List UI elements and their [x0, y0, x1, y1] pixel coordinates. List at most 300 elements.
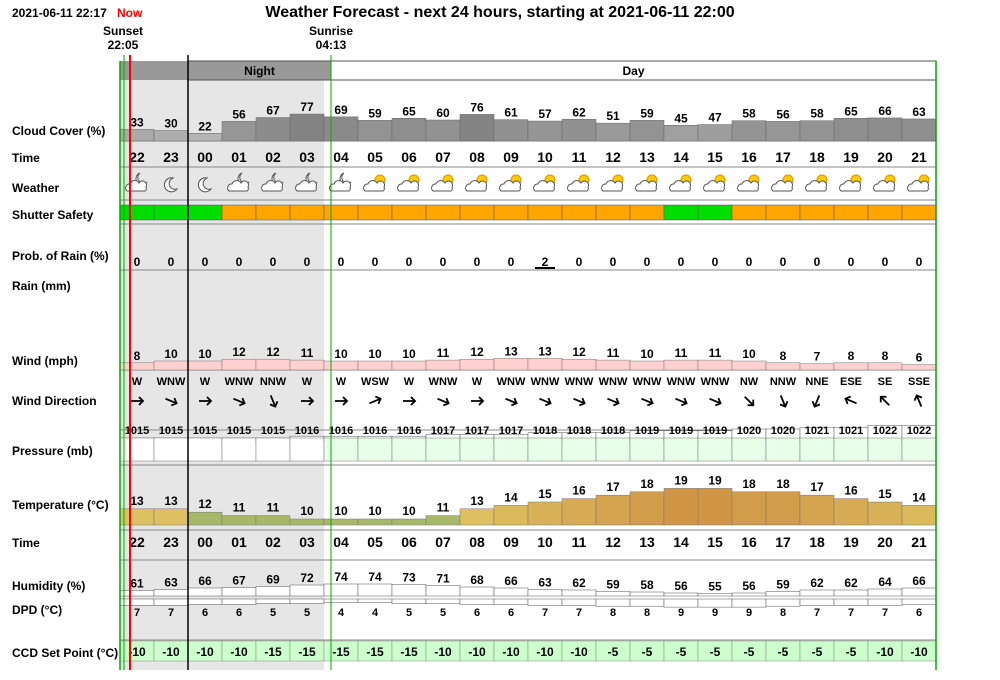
- temperature-value: 18: [742, 476, 756, 491]
- pressure-value: 1015: [192, 425, 218, 437]
- temperature-bar: [188, 512, 222, 525]
- rain-probability-value: 0: [405, 255, 413, 269]
- page-title: Weather Forecast - next 24 hours, starting at 2021-06-11 22:00: [265, 4, 735, 21]
- ccd-set-point-value: -5: [607, 645, 619, 659]
- humidity-value: 68: [470, 573, 484, 587]
- cloud-cover-bar: [120, 129, 154, 141]
- dpd-bar: [528, 599, 562, 605]
- pressure-value: 1015: [124, 425, 150, 437]
- humidity-bar: [460, 587, 494, 596]
- wind-direction-label: WNW: [428, 376, 458, 388]
- ccd-set-point-value: -5: [675, 645, 687, 659]
- dpd-value: 7: [541, 607, 549, 619]
- shutter-safety-cell: [596, 205, 630, 220]
- row-label-rain-probability: Prob. of Rain (%): [12, 249, 109, 263]
- time-label-bottom: 13: [639, 534, 655, 550]
- dpd-value: 8: [779, 607, 787, 619]
- time-label: 05: [367, 149, 383, 165]
- humidity-bar: [426, 586, 460, 597]
- time-label-bottom: 09: [503, 534, 519, 550]
- wind-arrow-icon: [708, 395, 722, 407]
- pressure-value: 1015: [260, 425, 286, 437]
- pressure-value: 1021: [838, 425, 864, 437]
- shutter-safety-cell: [732, 205, 766, 220]
- time-label: 02: [265, 149, 281, 165]
- cloud-icon: [806, 181, 827, 191]
- row-label-ccd-set-point: CCD Set Point (°C): [12, 646, 119, 660]
- wind-arrow-shape: [913, 394, 925, 408]
- dpd-value: 6: [235, 607, 243, 619]
- time-label-bottom: 11: [571, 534, 587, 550]
- cloud-cover-value: 59: [368, 106, 382, 121]
- wind-direction-label: W: [471, 376, 483, 388]
- cloud-cover-bar: [766, 121, 800, 141]
- rain-probability-value: 0: [779, 255, 787, 269]
- time-label-bottom: 08: [469, 534, 485, 550]
- wind-speed-bar: [256, 359, 290, 370]
- rain-probability-value: 0: [813, 255, 821, 269]
- temperature-value: 13: [130, 493, 144, 508]
- row-label-rain: Rain (mm): [12, 279, 71, 293]
- ccd-set-point-value: -5: [709, 645, 721, 659]
- time-label: 17: [775, 149, 791, 165]
- cloud-icon: [500, 181, 521, 191]
- wind-arrow-icon: [640, 395, 654, 407]
- wind-speed-value: 8: [881, 348, 889, 363]
- shutter-safety-cell: [222, 205, 256, 220]
- pressure-cell: [358, 438, 392, 461]
- temperature-value: 10: [300, 504, 314, 518]
- row-label-cloud-cover: Cloud Cover (%): [12, 124, 106, 138]
- wind-speed-bar: [596, 360, 630, 370]
- cloud-icon: [908, 181, 929, 191]
- wind-speed-bar: [766, 363, 800, 370]
- humidity-bar: [528, 590, 562, 597]
- wind-speed-value: 11: [300, 346, 314, 361]
- dpd-value: 6: [915, 607, 923, 619]
- shutter-safety-cell: [120, 205, 154, 220]
- dpd-bar: [834, 599, 868, 605]
- dpd-bar: [426, 599, 460, 604]
- wind-arrow-shape: [368, 395, 382, 407]
- ccd-set-point-value: -5: [845, 645, 857, 659]
- wind-arrow-icon: [504, 395, 518, 407]
- cloud-icon: [568, 181, 589, 191]
- temperature-bar: [392, 519, 426, 525]
- cloud-cover-value: 69: [334, 102, 348, 117]
- night-label: Night: [244, 64, 275, 78]
- time-label-bottom: 01: [231, 534, 247, 550]
- wind-direction-label: W: [301, 376, 313, 388]
- dpd-value: 9: [711, 607, 719, 619]
- cloud-cover-bar: [698, 125, 732, 141]
- humidity-value: 66: [912, 574, 926, 588]
- dpd-bar: [392, 599, 426, 604]
- pressure-cell: [256, 438, 290, 461]
- ccd-set-point-value: -5: [743, 645, 755, 659]
- wind-speed-bar: [120, 363, 154, 370]
- dpd-value: 9: [745, 607, 753, 619]
- ccd-set-point-value: -10: [536, 645, 554, 659]
- humidity-value: 66: [504, 574, 518, 588]
- dpd-bar: [698, 599, 732, 607]
- ccd-set-point-value: -10: [468, 645, 486, 659]
- ccd-set-point-value: -5: [777, 645, 789, 659]
- wind-speed-bar: [834, 363, 868, 370]
- wind-direction-label: WNW: [632, 376, 662, 388]
- temperature-value: 11: [436, 500, 450, 515]
- time-label-bottom: 05: [367, 534, 383, 550]
- cloud-cover-bar: [732, 121, 766, 141]
- dpd-value: 9: [677, 607, 685, 619]
- cloud-cover-bar: [800, 121, 834, 141]
- wind-direction-label: ESE: [839, 376, 863, 388]
- cloud-cover-value: 66: [878, 103, 892, 118]
- pressure-value: 1022: [872, 425, 898, 437]
- ccd-set-point-value: -15: [264, 645, 282, 659]
- row-label-temperature: Temperature (°C): [12, 498, 109, 512]
- temperature-bar: [494, 505, 528, 525]
- temperature-bar: [562, 499, 596, 525]
- temperature-bar: [324, 519, 358, 525]
- pressure-cell: [494, 438, 528, 461]
- night-shading: [120, 80, 324, 670]
- pressure-value: 1020: [736, 425, 762, 437]
- cloud-cover-bar: [426, 120, 460, 141]
- temperature-bar: [358, 519, 392, 525]
- rain-probability-value: 0: [439, 255, 447, 269]
- temperature-value: 14: [912, 490, 926, 505]
- wind-arrow-icon: [811, 394, 823, 408]
- time-label-bottom: 16: [741, 534, 757, 550]
- temperature-bar: [290, 519, 324, 525]
- temperature-bar: [426, 516, 460, 525]
- cloud-cover-value: 56: [776, 107, 790, 122]
- rain-probability-value: 0: [133, 255, 141, 269]
- ccd-set-point-value: -15: [366, 645, 384, 659]
- dpd-value: 7: [813, 607, 821, 619]
- time-label: 22: [129, 149, 145, 165]
- temperature-bar: [698, 488, 732, 525]
- shutter-safety-cell: [324, 205, 358, 220]
- pressure-value: 1022: [906, 425, 932, 437]
- cloud-cover-bar: [562, 119, 596, 141]
- cloud-icon: [840, 181, 861, 191]
- wind-speed-bar: [630, 361, 664, 370]
- row-label-shutter-safety: Shutter Safety: [12, 208, 94, 222]
- ccd-set-point-value: -10: [502, 645, 520, 659]
- wind-arrow-icon: [368, 395, 382, 407]
- time-label: 19: [843, 149, 859, 165]
- shutter-safety-cell: [664, 205, 698, 220]
- wind-speed-bar: [800, 364, 834, 370]
- wind-arrow-shape: [538, 395, 552, 407]
- wind-direction-label: W: [131, 376, 143, 388]
- rain-probability-value: 0: [269, 255, 277, 269]
- humidity-value: 59: [776, 577, 790, 592]
- shutter-safety-cell: [256, 205, 290, 220]
- wind-direction-label: WNW: [666, 376, 696, 388]
- wind-arrow-icon: [436, 395, 450, 407]
- cloud-cover-value: 33: [130, 115, 144, 130]
- ccd-set-point-value: -5: [811, 645, 823, 659]
- sunset-time: 22:05: [107, 38, 139, 52]
- time-label-bottom: 04: [333, 534, 349, 550]
- humidity-bar: [222, 588, 256, 597]
- rain-probability-value: 0: [303, 255, 311, 269]
- cloud-cover-value: 58: [810, 106, 824, 121]
- temperature-value: 11: [266, 500, 280, 515]
- dpd-bar: [188, 599, 222, 604]
- wind-arrow-icon: [742, 394, 756, 408]
- ccd-set-point-value: -10: [162, 645, 180, 659]
- wind-direction-label: NNW: [259, 376, 287, 388]
- cloud-cover-value: 22: [198, 119, 212, 134]
- cloud-cover-bar: [460, 114, 494, 141]
- dpd-bar: [630, 599, 664, 606]
- cloud-cover-value: 58: [742, 106, 756, 121]
- cloud-icon: [466, 181, 487, 191]
- humidity-bar: [188, 588, 222, 596]
- cloud-cover-bar: [596, 123, 630, 141]
- shutter-safety-cell: [766, 205, 800, 220]
- humidity-value: 62: [572, 576, 586, 590]
- wind-speed-bar: [188, 361, 222, 370]
- wind-direction-label: WNW: [700, 376, 730, 388]
- time-label: 09: [503, 149, 519, 165]
- ccd-set-point-value: -10: [570, 645, 588, 659]
- wind-speed-bar: [902, 365, 936, 370]
- ccd-set-point-value: -10: [910, 645, 928, 659]
- rain-probability-value: 0: [677, 255, 685, 269]
- time-label: 12: [605, 149, 621, 165]
- time-label: 07: [435, 149, 451, 165]
- wind-speed-bar: [290, 360, 324, 370]
- time-label-bottom: 18: [809, 534, 825, 550]
- dpd-value: 4: [371, 607, 379, 619]
- wind-arrow-icon: [471, 397, 483, 405]
- wind-speed-value: 13: [504, 344, 518, 359]
- time-label-bottom: 22: [129, 534, 145, 550]
- pressure-cell: [664, 438, 698, 461]
- ccd-set-point-value: -10: [434, 645, 452, 659]
- dpd-bar: [120, 599, 154, 605]
- wind-speed-value: 8: [133, 348, 141, 363]
- cloud-cover-bar: [630, 120, 664, 141]
- temperature-value: 15: [878, 487, 892, 501]
- temperature-value: 16: [844, 483, 858, 498]
- row-label-pressure: Pressure (mb): [12, 444, 93, 458]
- wind-arrow-shape: [572, 395, 586, 407]
- cloud-cover-bar: [834, 118, 868, 141]
- dpd-bar: [222, 599, 256, 604]
- humidity-value: 73: [402, 570, 416, 585]
- pressure-cell: [188, 438, 222, 461]
- rain-probability-value: 0: [201, 255, 209, 269]
- wind-direction-label: WSW: [360, 376, 390, 388]
- temperature-bar: [222, 516, 256, 525]
- cloud-cover-bar: [324, 117, 358, 141]
- pressure-cell: [868, 438, 902, 461]
- wind-arrow-shape: [844, 395, 858, 407]
- humidity-bar: [562, 590, 596, 596]
- rain-probability-value: 2: [541, 255, 549, 269]
- pressure-value: 1016: [328, 425, 354, 437]
- dpd-bar: [358, 599, 392, 603]
- cloud-cover-bar: [902, 119, 936, 141]
- humidity-bar: [766, 592, 800, 597]
- humidity-bar: [256, 587, 290, 597]
- wind-arrow-shape: [708, 395, 722, 407]
- wind-speed-bar: [460, 359, 494, 370]
- cloud-cover-value: 60: [436, 106, 450, 120]
- cloud-cover-value: 30: [164, 116, 178, 131]
- rain-probability-value: 0: [711, 255, 719, 269]
- humidity-value: 56: [674, 579, 688, 593]
- dpd-bar: [664, 599, 698, 607]
- wind-speed-value: 10: [164, 347, 178, 361]
- rain-probability-value: 0: [337, 255, 345, 269]
- wind-direction-label: WNW: [224, 376, 254, 388]
- pressure-value: 1017: [464, 425, 490, 437]
- wind-speed-bar: [392, 361, 426, 370]
- humidity-bar: [290, 585, 324, 596]
- humidity-bar: [732, 593, 766, 596]
- rain-probability-value: 0: [371, 255, 379, 269]
- humidity-value: 62: [810, 576, 824, 590]
- dpd-value: 8: [609, 607, 617, 619]
- temperature-value: 18: [776, 476, 790, 491]
- time-label: 18: [809, 149, 825, 165]
- dpd-bar: [766, 599, 800, 606]
- rain-probability-value: 0: [507, 255, 515, 269]
- humidity-bar: [800, 590, 834, 596]
- time-label-bottom: 14: [673, 534, 689, 550]
- wind-speed-value: 6: [915, 350, 923, 365]
- time-label: 08: [469, 149, 485, 165]
- temperature-bar: [596, 495, 630, 525]
- cloud-cover-value: 65: [844, 104, 858, 119]
- cloud-icon: [670, 181, 691, 191]
- wind-arrow-icon: [606, 395, 620, 407]
- time-label-bottom: 21: [911, 534, 927, 550]
- wind-speed-value: 11: [606, 346, 620, 361]
- rain-probability-value: 0: [915, 255, 923, 269]
- pressure-value: 1021: [804, 425, 830, 437]
- humidity-bar: [392, 585, 426, 597]
- pressure-value: 1018: [532, 425, 558, 437]
- humidity-value: 56: [742, 579, 756, 593]
- dpd-bar: [562, 599, 596, 605]
- pressure-cell: [766, 438, 800, 461]
- ccd-set-point-value: -15: [400, 645, 418, 659]
- now-label: Now: [117, 6, 143, 20]
- shutter-safety-cell: [630, 205, 664, 220]
- ccd-set-point-value: -10: [128, 645, 146, 659]
- wind-speed-value: 10: [640, 347, 654, 361]
- cloud-cover-bar: [494, 120, 528, 141]
- dpd-bar: [154, 599, 188, 605]
- humidity-bar: [154, 590, 188, 597]
- cloud-cover-value: 56: [232, 107, 246, 122]
- shutter-safety-cell: [154, 205, 188, 220]
- wind-arrow-shape: [742, 394, 756, 408]
- wind-arrow-icon: [403, 397, 415, 405]
- humidity-value: 71: [436, 571, 450, 586]
- dpd-value: 7: [881, 607, 889, 619]
- wind-direction-label: WNW: [598, 376, 628, 388]
- cloud-cover-value: 76: [470, 100, 484, 115]
- shutter-safety-cell: [800, 205, 834, 220]
- humidity-bar: [664, 593, 698, 596]
- humidity-bar: [358, 584, 392, 596]
- cloud-icon: [636, 181, 657, 191]
- wind-speed-bar: [222, 359, 256, 370]
- dpd-value: 5: [303, 607, 311, 619]
- cloud-icon: [364, 181, 385, 191]
- ccd-set-point-value: -5: [641, 645, 653, 659]
- wind-direction-label: W: [335, 376, 347, 388]
- time-label: 23: [163, 149, 179, 165]
- wind-speed-bar: [528, 358, 562, 370]
- time-label: 03: [299, 149, 315, 165]
- wind-speed-bar: [358, 361, 392, 370]
- cloud-cover-bar: [528, 121, 562, 141]
- wind-speed-value: 10: [334, 347, 348, 361]
- wind-direction-label: NNE: [805, 376, 829, 388]
- pressure-cell: [460, 438, 494, 461]
- dpd-bar: [596, 599, 630, 606]
- pressure-cell: [426, 438, 460, 461]
- dpd-value: 7: [167, 607, 175, 619]
- cloud-cover-value: 57: [538, 107, 552, 122]
- wind-speed-bar: [154, 361, 188, 370]
- humidity-value: 58: [640, 578, 654, 592]
- cloud-cover-value: 67: [266, 103, 280, 118]
- shutter-safety-cell: [528, 205, 562, 220]
- cloud-cover-value: 45: [674, 111, 688, 126]
- cloud-cover-value: 62: [572, 105, 586, 120]
- time-label: 10: [537, 149, 553, 165]
- temperature-value: 10: [334, 504, 348, 518]
- wind-arrow-shape: [878, 394, 892, 408]
- cloud-cover-value: 59: [640, 106, 654, 121]
- time-label: 13: [639, 149, 655, 165]
- dpd-bar: [324, 599, 358, 603]
- time-label-bottom: 23: [163, 534, 179, 550]
- temperature-bar: [120, 509, 154, 525]
- wind-arrow-shape: [777, 394, 789, 408]
- wind-speed-value: 11: [674, 346, 688, 361]
- temperature-value: 17: [810, 480, 824, 495]
- pressure-cell: [698, 438, 732, 461]
- wind-direction-label: W: [199, 376, 211, 388]
- wind-speed-value: 7: [813, 349, 821, 364]
- pressure-cell: [902, 438, 936, 461]
- dpd-bar: [494, 599, 528, 604]
- time-label: 04: [333, 149, 349, 165]
- cloud-icon: [874, 181, 895, 191]
- humidity-value: 74: [334, 570, 348, 584]
- wind-direction-label: WNW: [564, 376, 594, 388]
- time-label: 01: [231, 149, 247, 165]
- wind-arrow-icon: [777, 394, 789, 408]
- wind-speed-bar: [868, 363, 902, 370]
- temperature-bar: [868, 502, 902, 525]
- pressure-cell: [290, 438, 324, 461]
- rain-probability-value: 0: [167, 255, 175, 269]
- dpd-bar: [290, 599, 324, 604]
